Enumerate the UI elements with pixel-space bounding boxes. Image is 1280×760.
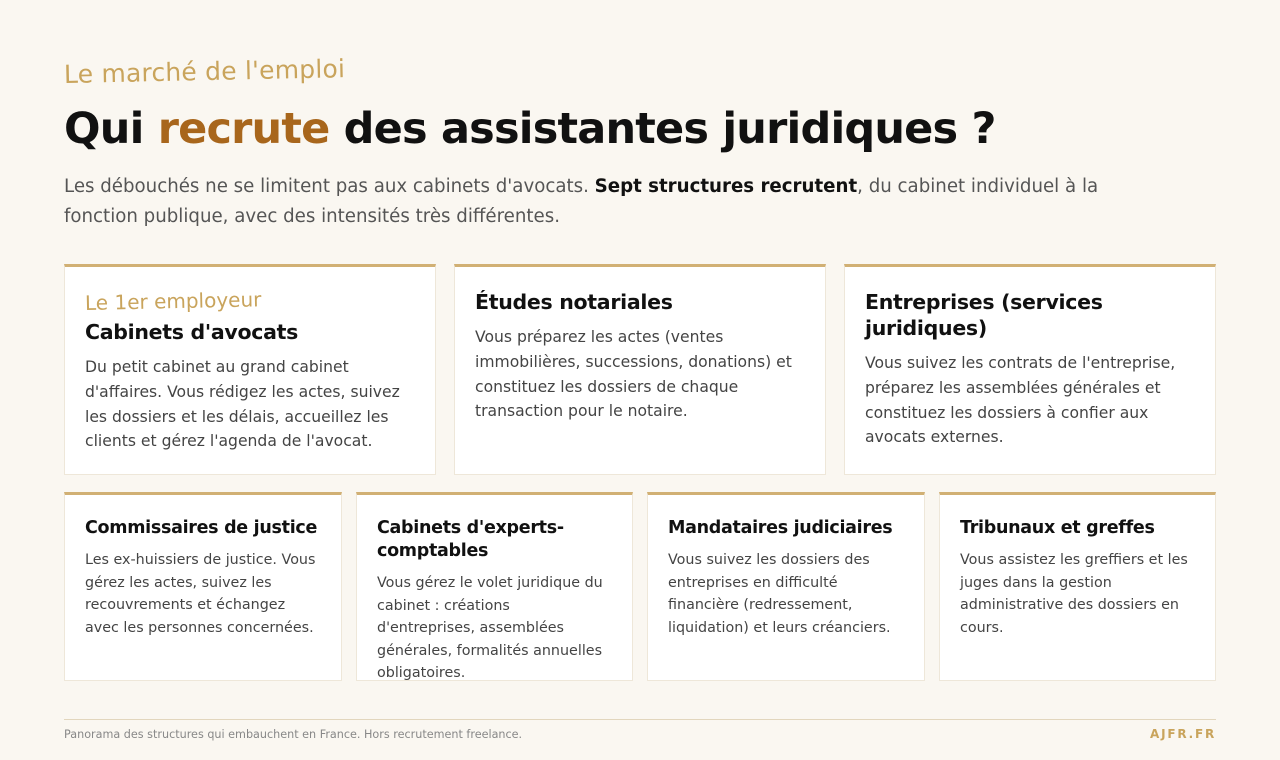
- card-text: Vous assistez les greffiers et les juges dans la gestion administrative des dossiers en cours.: [960, 552, 1188, 636]
- title-before: Qui: [64, 104, 158, 154]
- page-title: [64, 104, 996, 154]
- lead-bold: Sept structures recrutent: [594, 176, 858, 197]
- card-experts-comptables: [356, 492, 633, 681]
- title-after: des assistantes juridiques ?: [329, 104, 996, 154]
- card-tribunaux-greffes: [939, 492, 1216, 681]
- card-title: Études notariales: [475, 290, 673, 314]
- lead-after: , du cabinet individuel à la fonction publique, avec des intensités très différentes.: [64, 176, 1099, 227]
- card-title: Cabinets d'avocats: [85, 320, 299, 344]
- footer-brand: AJFR.FR: [1149, 727, 1216, 741]
- title-accent: recrute: [157, 104, 330, 154]
- card-text: Du petit cabinet au grand cabinet d'affaires. Vous rédigez les actes, suivez les dossiers et les délais, accueillez les clients et gérez l'agenda de l'avocat.: [85, 358, 400, 451]
- card-mandataires-judiciaires: [647, 492, 925, 681]
- card-title: Entreprises (services juridiques): [865, 290, 1103, 340]
- card-entreprises: [844, 264, 1216, 475]
- card-text: Vous préparez les actes (ventes immobilières, successions, donations) et constituez les dossiers de chaque transaction pour le notaire.: [475, 328, 792, 421]
- card-title: Tribunaux et greffes: [960, 518, 1155, 538]
- card-text: Vous suivez les dossiers des entreprises en difficulté financière (redressement, liquidation) et leurs créanciers.: [668, 552, 891, 636]
- card-cabinets-avocats: [64, 264, 436, 475]
- card-text: Les ex-huissiers de justice. Vous gérez les actes, suivez les recouvrements et échangez avec les personnes concernées.: [85, 552, 316, 636]
- section-kicker: Le marché de l'emploi: [63, 54, 346, 89]
- card-title: Cabinets d'experts-comptables: [377, 518, 564, 561]
- card-text: Vous gérez le volet juridique du cabinet : créations d'entreprises, assemblées générales, formalités annuelles obligatoires.: [377, 575, 603, 682]
- lead-paragraph: [64, 172, 1144, 232]
- card-commissaires-justice: [64, 492, 342, 681]
- card-text: Vous suivez les contrats de l'entreprise, préparez les assemblées générales et constituez les dossiers à confier aux avocats externes.: [865, 354, 1176, 447]
- card-title: Commissaires de justice: [85, 518, 318, 538]
- card-tag: Le 1er employeur: [84, 287, 262, 315]
- footer-divider: [64, 719, 1216, 720]
- card-title: Mandataires judiciaires: [668, 518, 893, 538]
- card-etudes-notariales: [454, 264, 826, 475]
- footer-note: Panorama des structures qui embauchent en France. Hors recrutement freelance.: [64, 728, 523, 741]
- lead-before: Les débouchés ne se limitent pas aux cabinets d'avocats.: [64, 176, 595, 197]
